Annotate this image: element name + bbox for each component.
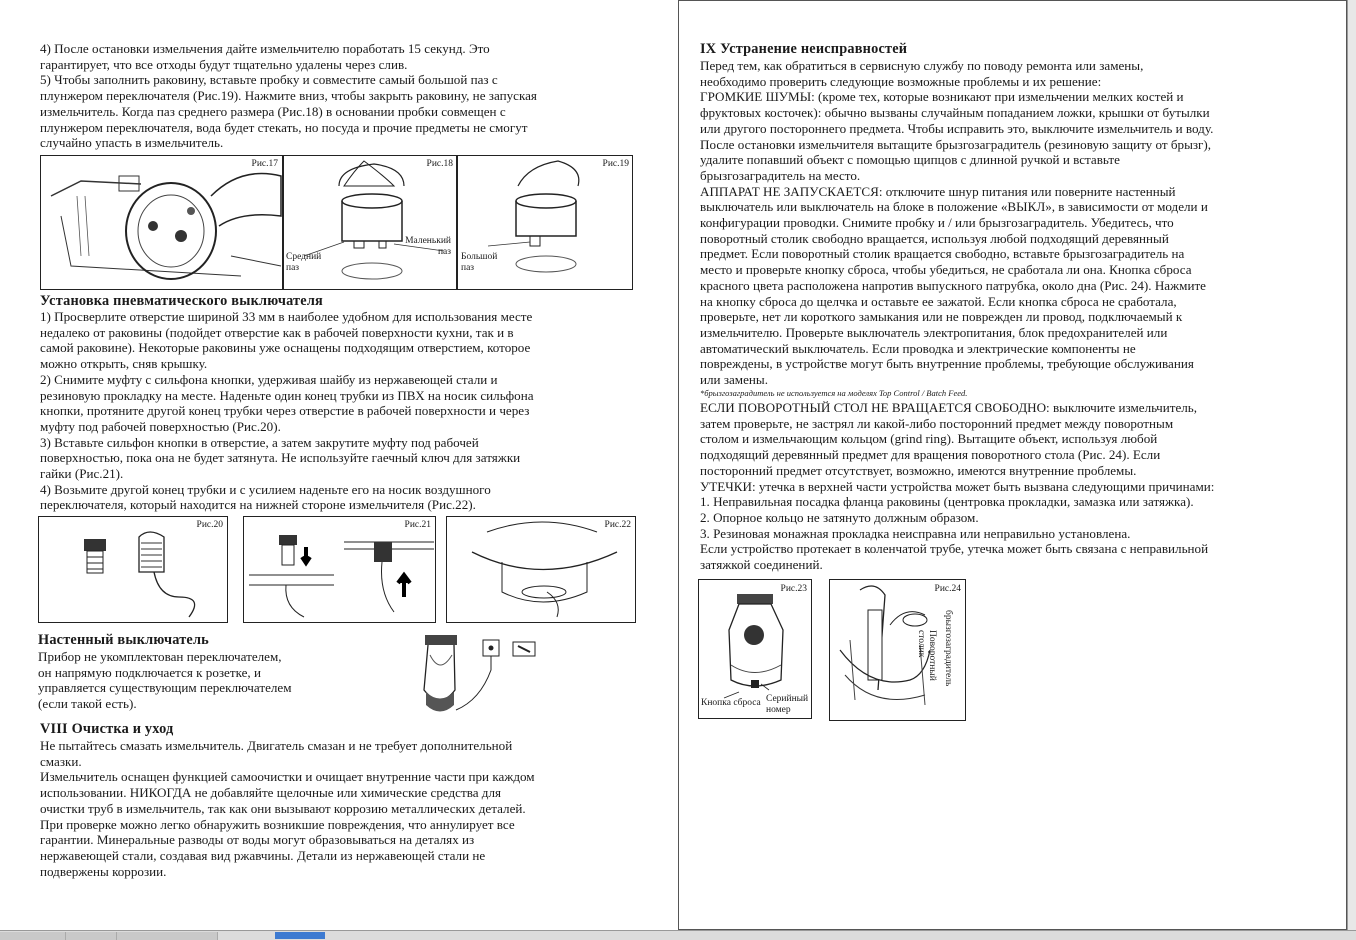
text-line: недалеко от раковины (подойдет отверстие как в рабочей поверхности кухни, так и в [40,324,514,340]
small-slot-callout: Маленький паз [405,236,451,257]
text-line: 4) Возьмите другой конец трубки и с усилием наденьте его на носик воздушного [40,481,491,497]
figure-19-label: Рис.19 [602,159,629,169]
text-line: плунжером переключателя, вода будет стекать, но посуда и прочие предметы не смогут [40,119,528,135]
text-line: проверьте, нет ли короткого замыкания или не поврежден ли провод, подключаемый к [700,309,1183,325]
wall-switch-illustration [410,630,540,720]
text-line: 2. Опорное кольцо не затянуто должным образом. [700,509,979,525]
footnote: *брызгозаградитель не используется на моделях Top Control / Batch Feed. [700,388,968,398]
text-line: на кнопку сброса до щелчка и оставьте ее зажатой. Если кнопка сброса не сработала, [700,293,1177,309]
troubleshooting-text [700,58,1213,388]
text-line: использовании. НИКОГДА не добавляйте щелочные или химические средства для [40,785,502,801]
medium-slot-callout: Средний паз [286,252,322,273]
text-line: кнопки, протяните другой конец трубки через отверстие в рабочей поверхности и через [40,403,530,419]
text-line: гарантирует, что все отходы будут тщательно удалены через слив. [40,56,408,72]
text-line: затяжкой соединений. [700,557,823,573]
text-line: поворотный столик свободно вращается, используя любой подходящий деревянный [700,230,1169,246]
figure-24 [829,579,966,721]
text-line: ЕСЛИ ПОВОРОТНЫЙ СТОЛ НЕ ВРАЩАЕТСЯ СВОБОДНО: выключите измельчитель, [700,400,1198,415]
left-page [0,0,678,930]
splash-guard-callout: брызгозаградитель [943,610,953,687]
figure-20-label: Рис.20 [196,520,223,530]
text-line: удалите попавший объект с помощью щипцов с длинной ручкой и вставьте [700,152,1120,168]
text-line: конфигурации проводки. Снимите пробку и / или брызгозаградитель. Убедитесь, что [700,215,1174,231]
text-line: он напрямую подключается к розетке, и [38,664,261,680]
text-line: красного цвета расположена напротив выпускного патрубка, около дна (Рис. 24). Нажмите [700,277,1206,293]
text-line: можно открыть, сняв крышку. [40,356,208,372]
cleaning-title: VIII Очистка и уход [40,721,174,737]
pneumatic-title: Установка пневматического выключателя [40,293,323,309]
bellows-install-illustration [244,517,435,622]
text-line: измельчитель. Когда паз среднего размера (Рис.18) в основании пробки совмещен с [40,103,506,119]
figure-23-label: Рис.23 [780,584,807,594]
bellows-tube-illustration [39,517,227,622]
text-line: 3) Вставьте сильфон кнопки в отверстие, а затем закрутите муфту под рабочей [40,434,479,450]
text-line: 2) Снимите муфту с сильфона кнопки, удерживая шайбу из нержавеющей стали и [40,371,498,387]
figure-21 [243,516,436,623]
text-line: или замены. [700,372,768,388]
text-line: автоматический выключатель. Если проводка и электрические компоненты не [700,340,1136,356]
figure-18 [283,155,457,290]
text-line: выключатель или выключатель на блоке в положение «ВЫКЛ», в зависимости от модели и [700,199,1208,215]
text-line: измельчителю. Проверьте выключатель электропитания, блок предохранителей или [700,324,1168,340]
text-line: 1. Неправильная посадка фланца раковины (центровка прокладки, замазка или затяжка). [700,494,1194,510]
text-line: Перед тем, как обратиться в сервисную службу по поводу ремонта или замены, [700,58,1144,73]
sink-illustration [41,156,282,289]
figure-22-label: Рис.22 [604,520,631,530]
text-line: предмет. Если поворотный столик вращается свободно, вставьте брызгозаградитель на [700,246,1185,262]
text-line: посторонний предмет отсутствует, возможно, имеются внутренние проблемы. [700,462,1137,478]
text-line: Прибор не укомплектован переключателем, [38,649,282,664]
right-page [678,0,1347,930]
text-line: 5) Чтобы заполнить раковину, вставьте пробку и совместите самый большой паз с [40,72,498,88]
text-line: (если такой есть). [38,696,137,712]
troubleshooting-title: IX Устранение неисправностей [700,41,908,57]
text-line: нержавеющей стали, создавая вид ржавчины. Детали из нержавеющей стали не [40,847,486,863]
text-line: Не пытайтесь смазать измельчитель. Двигатель смазан и не требует дополнительной [40,738,513,753]
text-line: гарантии. Минеральные разводы от воды могут образовываться на деталях из [40,832,475,848]
figure-17 [40,155,283,290]
text-line: очистки труб в измельчитель, так как они вызывают коррозию металлических деталей. [40,800,526,816]
disposer-underside-illustration [447,517,635,622]
pneumatic-text [40,309,534,513]
text-line: резиновую прокладку на месте. Наденьте один конец трубки из ПВХ на носик сильфона [40,387,534,403]
text-line: управляется существующим переключателем [38,680,292,696]
text-line: переключателя, который находится на нижней стороне измельчителя (Рис.22). [40,497,476,513]
wall-switch-title: Настенный выключатель [38,632,209,648]
text-line: Измельчитель оснащен функцией самоочистки и очищает внутренние части при каждом [40,769,535,785]
text-line: брызгозаградитель на место. [700,167,861,183]
text-line: поверхностью, пока она не будет затянута. Не используйте гаечный ключ для затяжки [40,450,521,466]
text-line: затем проверьте, не застрял ли какой-либо посторонний предмет между поворотным [700,415,1174,431]
figure-24-label: Рис.24 [934,584,961,594]
text-line: столом и измельчающим кольцом (grind ring). Вытащите объект, используя любой [700,431,1158,447]
cleaning-text [40,738,535,879]
text-line: подходящий деревянный предмет для вращения поворотного стола (Рис. 24). Если [700,447,1161,463]
text-line: муфту под рабочей поверхностью (Рис.20). [40,418,281,434]
text-line: необходимо проверить следующие возможные проблемы и их решение: [700,73,1102,89]
text-line: Если устройство протекает в коленчатой трубе, утечка может быть связана с неправильной [700,541,1209,557]
large-slot-callout: Большой паз [461,252,498,273]
text-line: место и проверьте кнопку сброса, чтобы убедиться, не сработала ли она. Кнопка сброса [700,262,1192,278]
intro-text [40,41,537,151]
text-line: ГРОМКИЕ ШУМЫ: (кроме тех, которые возникают при измельчении мелких костей и [700,89,1184,105]
text-line: или другого постороннего предмета. Чтобы исправить это, выключите измельчитель и воду. [700,120,1214,136]
text-line: 4) После остановки измельчения дайте измельчителю поработать 15 секунд. Это [40,41,490,56]
figure-18-label: Рис.18 [426,159,453,169]
text-line: АППАРАТ НЕ ЗАПУСКАЕТСЯ: отключите шнур питания или поверните настенный [700,183,1176,199]
text-line: 3. Резиновая монажная прокладка неисправна или неправильно установлена. [700,525,1131,541]
text-line: случайно упасть в измельчитель. [40,135,224,151]
text-line: 1) Просверлите отверстие шириной 33 мм в наиболее удобном для использования месте [40,309,533,324]
figure-21-label: Рис.21 [404,520,431,530]
text-line: УТЕЧКИ: утечка в верхней части устройства может быть вызвана следующими причинами: [700,478,1215,494]
reset-button-callout: Кнопка сброса [701,698,761,708]
wall-switch-text [38,649,292,712]
text-line: После остановки измельчителя вытащите брызгозаградитель (резиновую защиту от брызг), [700,136,1212,152]
figure-17-label: Рис.17 [251,159,278,169]
text-line: плунжером переключателя (Рис.19). Нажмите вниз, чтобы закрыть раковину, не запуская [40,88,537,104]
figure-20 [38,516,228,623]
vertical-scrollbar[interactable] [1347,0,1356,939]
text-line: смазки. [40,753,82,769]
scroll-thumb[interactable] [275,932,325,939]
figure-23 [698,579,812,719]
text-line: подвержены коррозии. [40,863,167,879]
text-line: повреждены, в устройстве могут быть внутренние проблемы, требующие обслуживания [700,356,1194,372]
text-line: фруктовых косточек): обычно вызваны случайным попаданием ложки, крышки от бутылки [700,105,1210,121]
turntable-callout: Поворотный столик [916,630,937,681]
serial-number-callout: Серийный номер [766,694,809,715]
troubleshooting-text-continued [700,400,1214,573]
text-line: самой раковине). Некоторые раковины уже оснащены подходящим отверстием, которое [40,340,531,356]
text-line: гайки (Рис.21). [40,466,124,482]
text-line: При проверке можно легко обнаружить возникшие повреждения, что аннулирует все [40,816,515,832]
figure-22 [446,516,636,623]
figure-19 [457,155,633,290]
